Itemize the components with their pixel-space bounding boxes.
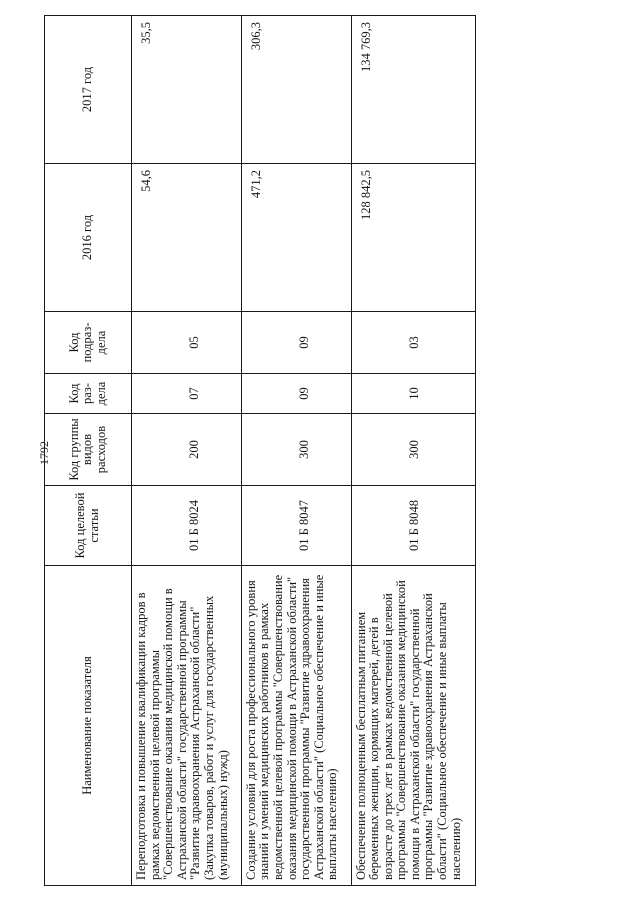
row-group-code: 300 (241, 414, 351, 486)
col-header-target: Код целевой статьи (45, 486, 132, 566)
row-name: Переподготовка и повышение квалификации кадров в рамках ведомственной целевой программы "Совершенствование оказания медицинской помощи в Астраханской области" государственной программы "Развитие здравоохранения Астраханской области" (Закупка товаров, работ и услуг для государственных (муниципальных) нужд) (132, 566, 242, 886)
row-section-code: 07 (132, 374, 242, 414)
row-value-2017: 35,5 (132, 16, 242, 164)
row-subsection-code: 05 (132, 312, 242, 374)
row-subsection-code: 09 (241, 312, 351, 374)
page-number: 1792 (37, 441, 51, 465)
row-target-code: 01 Б 8024 (132, 486, 242, 566)
table-row (351, 16, 476, 886)
budget-table (44, 15, 476, 886)
row-section-code: 09 (241, 374, 351, 414)
row-subsection-code: 03 (351, 312, 476, 374)
row-section-code: 10 (351, 374, 476, 414)
col-header-group: Код группы видов расходов (45, 414, 132, 486)
row-value-2016: 471,2 (241, 164, 351, 312)
row-group-code: 300 (351, 414, 476, 486)
col-header-subsection: Код подраз-дела (45, 312, 132, 374)
row-target-code: 01 Б 8047 (241, 486, 351, 566)
row-name: Создание условий для роста профессионального уровня знаний и умений медицинских работников в рамках ведомственной целевой программы "Совершенствование оказания медицинской помощи в Астраханской области" государственной программы "Развитие здравоохранения Астраханской области" (Социальное обеспечение и иные выплаты населению) (241, 566, 351, 886)
col-header-section: Код раз-дела (45, 374, 132, 414)
row-value-2016: 54,6 (132, 164, 242, 312)
row-target-code: 01 Б 8048 (351, 486, 476, 566)
row-value-2017: 134 769,3 (351, 16, 476, 164)
col-header-2017: 2017 год (45, 16, 132, 164)
budget-table-rotated (44, 16, 476, 886)
table-row (132, 16, 242, 886)
row-group-code: 200 (132, 414, 242, 486)
row-name: Обеспечение полноценным бесплатным питанием беременных женщин, кормящих матерей, детей в возрасте до трех лет в рамках ведомственной целевой программы "Совершенствование оказания медицинской помощи в Астраханской области" государственной программы "Развитие здравоохранения Астраханской области" (Социальное обеспечение и иные выплаты населению) (351, 566, 476, 886)
table-header-row (45, 16, 132, 886)
col-header-name: Наименование показателя (45, 566, 132, 886)
row-value-2017: 306,3 (241, 16, 351, 164)
table-row (241, 16, 351, 886)
row-value-2016: 128 842,5 (351, 164, 476, 312)
col-header-2016: 2016 год (45, 164, 132, 312)
